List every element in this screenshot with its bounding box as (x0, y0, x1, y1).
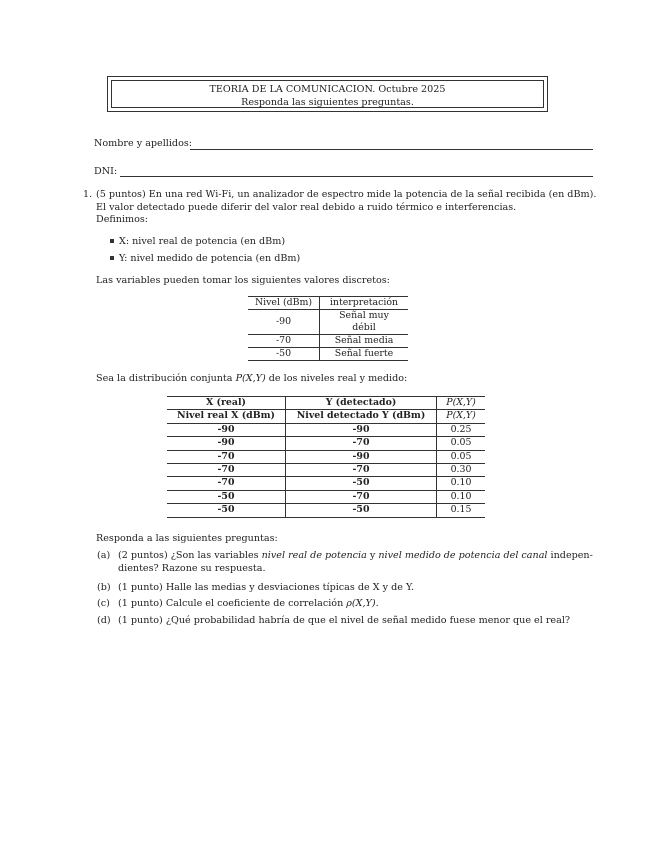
table-row (167, 464, 485, 477)
table-cell: 0.30 (437, 464, 486, 477)
sub-question-label: (c) (97, 598, 110, 609)
table-header-cell: X (real) (167, 397, 286, 410)
sub-question-italic: nivel real de potencia (261, 550, 367, 561)
table-cell: -70 (167, 464, 286, 477)
sub-question-b: (1 punto) Halle las medias y desviaciones típicas de X y de Y. (118, 582, 415, 593)
table-cell: -70 (286, 437, 437, 450)
question-line-2: El valor detectado puede diferir del valor real debido a ruido térmico e interferencias. (96, 202, 517, 213)
table-header-row (167, 397, 485, 410)
sub-question-text: . (375, 598, 379, 609)
table-header-cell: P(X,Y) (437, 397, 486, 410)
sub-question-d: (1 punto) ¿Qué probabilidad habría de que el nivel de señal medido fuese menor que el real? (118, 615, 571, 626)
answer-intro: Responda a las siguientes preguntas: (96, 533, 278, 544)
table-row (167, 450, 485, 463)
table-header-row (167, 410, 485, 423)
table-cell: -70 (286, 490, 437, 503)
table-cell: 0.15 (437, 504, 486, 517)
bullet-item: X: nivel real de potencia (en dBm) (119, 236, 286, 247)
name-label: Nombre y apellidos: (94, 138, 193, 149)
table-row (248, 348, 408, 361)
table-cell: -50 (167, 504, 286, 517)
exam-title: TEORIA DE LA COMUNICACION. Octubre 2025 (209, 84, 446, 95)
question-line-3: Definimos: (96, 214, 149, 225)
table-cell: 0.10 (437, 477, 486, 490)
joint-distribution-table (167, 396, 485, 518)
sub-question-text: (1 punto) Calcule el coeficiente de correlación (118, 598, 347, 609)
table-header-cell: Nivel detectado Y (dBm) (286, 410, 437, 423)
sub-question-a (118, 549, 593, 562)
sub-question-label: (d) (97, 615, 111, 626)
table-cell: -50 (248, 348, 320, 361)
table-cell: -50 (286, 504, 437, 517)
dni-label: DNI: (94, 166, 118, 177)
table-cell: 0.05 (437, 437, 486, 450)
table-cell: -70 (167, 477, 286, 490)
question-line-1: (5 puntos) En una red Wi-Fi, un analizador de espectro mide la potencia de la señal recibida (en dBm). (96, 189, 597, 200)
table-header-cell: Nivel (dBm) (248, 297, 320, 310)
values-intro: Las variables pueden tomar los siguientes valores discretos: (96, 275, 390, 286)
joint-intro-text: de los niveles real y medido: (265, 373, 408, 384)
table-cell: -50 (286, 477, 437, 490)
table-cell: Señal media (320, 335, 409, 348)
table-cell: -90 (167, 423, 286, 436)
table-cell: 0.05 (437, 450, 486, 463)
table-cell: -90 (248, 310, 320, 335)
table-cell: 0.25 (437, 423, 486, 436)
table-header-cell: P(X,Y) (437, 410, 486, 423)
levels-table (248, 296, 408, 361)
bullet-item: Y: nivel medido de potencia (en dBm) (119, 253, 301, 264)
table-row (167, 437, 485, 450)
name-field[interactable] (190, 149, 593, 150)
title-box-inner (111, 80, 544, 108)
table-cell: 0.10 (437, 490, 486, 503)
table-row (167, 477, 485, 490)
sub-question-a-line2: dientes? Razone su respuesta. (118, 563, 266, 574)
table-header-cell: Y (detectado) (286, 397, 437, 410)
exam-subtitle: Responda las siguientes preguntas. (241, 97, 414, 108)
table-row (167, 423, 485, 436)
sub-question-text: (2 puntos) ¿Son las variables (118, 550, 262, 561)
joint-intro-text: Sea la distribución conjunta (96, 373, 236, 384)
table-row (167, 490, 485, 503)
sub-question-text: indepen- (547, 550, 593, 561)
table-cell: Señal muy débil (320, 310, 409, 335)
table-cell: Señal fuerte (320, 348, 409, 361)
sub-question-c (118, 597, 379, 610)
table-cell: -70 (167, 450, 286, 463)
sub-question-text: y (366, 550, 379, 561)
question-number: 1. (83, 189, 93, 200)
table-cell: -50 (167, 490, 286, 503)
joint-intro-symbol: P(X,Y) (235, 373, 266, 384)
dni-field[interactable] (120, 176, 593, 177)
sub-question-label: (b) (97, 582, 111, 593)
table-cell: -90 (167, 437, 286, 450)
bullet-icon (110, 256, 114, 260)
table-cell: -90 (286, 423, 437, 436)
table-row (248, 335, 408, 348)
table-header-cell: interpretación (320, 297, 409, 310)
table-header-cell: Nivel real X (dBm) (167, 410, 286, 423)
table-cell: -90 (286, 450, 437, 463)
sub-question-label: (a) (97, 550, 111, 561)
sub-question-italic: nivel medido de potencia del canal (378, 550, 548, 561)
table-cell: -70 (248, 335, 320, 348)
table-cell: -70 (286, 464, 437, 477)
table-row (248, 310, 408, 335)
joint-intro (96, 372, 407, 385)
table-row (167, 504, 485, 517)
bullet-icon (110, 239, 114, 243)
table-header-row (248, 297, 408, 310)
title-box (107, 76, 548, 112)
sub-question-symbol: ρ(X,Y) (346, 598, 376, 609)
